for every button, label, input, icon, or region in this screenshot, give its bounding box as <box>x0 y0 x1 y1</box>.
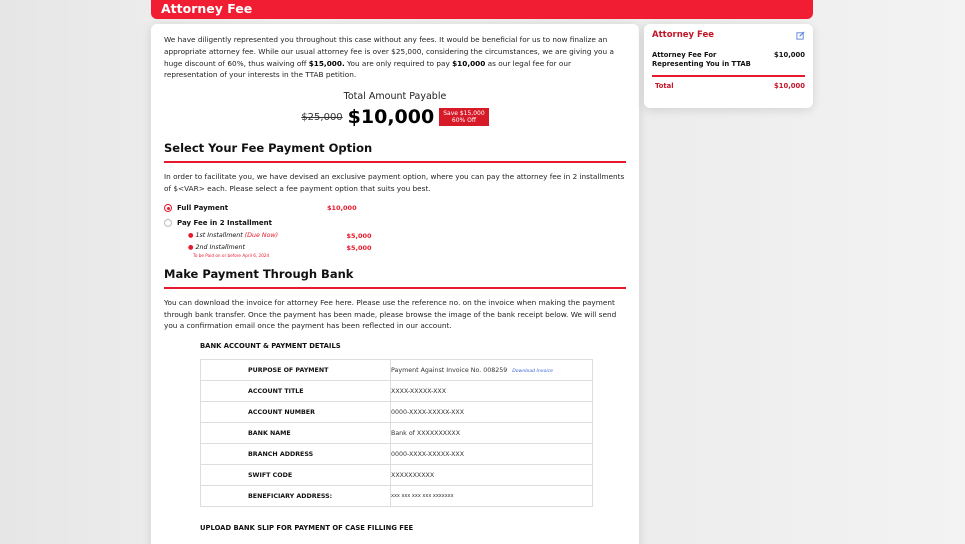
table-row <box>201 402 593 423</box>
section-divider <box>164 161 626 163</box>
total-payable-label: Total Amount Payable <box>343 91 447 103</box>
row-value: XXXXXXXXXX <box>391 465 593 486</box>
row-key: ACCOUNT TITLE <box>201 381 391 402</box>
table-row <box>201 360 593 381</box>
summary-total <box>652 82 805 90</box>
full-payment-radio[interactable] <box>164 204 172 212</box>
table-row <box>201 423 593 444</box>
summary-divider <box>652 75 805 77</box>
fee-option-description: In order to facilitate you, we have devised an exclusive payment option, where you can pay the attorney fee in 2 installments of $<VAR> each. Please select a fee payment option that suits you best. <box>164 172 625 193</box>
row-value: 0000-XXXX-XXXXX-XXX <box>391 402 593 423</box>
section-divider <box>164 287 626 289</box>
save-badge <box>439 108 488 126</box>
save-badge-amount: Save $15,000 <box>443 110 485 118</box>
first-installment <box>188 232 626 240</box>
table-row <box>201 465 593 486</box>
summary-title: Attorney Fee <box>652 30 715 40</box>
new-price: $10,000 <box>347 106 435 129</box>
row-key: BENEFICIARY ADDRESS: <box>201 486 391 507</box>
installment-radio[interactable] <box>164 219 172 227</box>
first-installment-label <box>196 232 347 239</box>
purpose-value: Payment Against Invoice No. 008259 <box>391 366 508 374</box>
row-value <box>391 360 593 381</box>
price-row <box>164 106 626 128</box>
installment-label: Pay Fee in 2 Installment <box>177 218 273 227</box>
page-title: Attorney Fee <box>161 1 253 16</box>
row-key: ACCOUNT NUMBER <box>201 402 391 423</box>
row-value: 0000-XXXX-XXXXX-XXX <box>391 444 593 465</box>
due-now-tag: (Due Now) <box>244 232 279 240</box>
row-key: BRANCH ADDRESS <box>201 444 391 465</box>
intro-part2: You are only required to pay <box>344 58 453 68</box>
summary-item-amount: $10,000 <box>774 51 805 59</box>
full-payment-option[interactable] <box>164 204 626 212</box>
summary-header <box>652 30 805 40</box>
old-price: $25,000 <box>301 111 343 123</box>
bank-description: You can download the invoice for attorney Fee here. Please use the reference no. on the invoice when making the payment through bank transfer. Once the payment has been made, please browse the image of the bank receipt below. We will send you a confirmation email once the payment has been reflected in our account. <box>164 297 617 331</box>
first-installment-amount: $5,000 <box>346 231 372 240</box>
intro-fee-amount: $10,000 <box>452 58 486 68</box>
bank-details-table <box>200 359 593 507</box>
row-key: SWIFT CODE <box>201 465 391 486</box>
installment-option[interactable] <box>164 219 626 227</box>
intro-part1: We have diligently represented you throughout this case without any fees. It would be beneficial for us to now finalize an appropriate attorney fee. While our usual attorney fee is over $25,000, considering the circumstances, we are giving you a huge discount of 60%, thus waiving off <box>164 35 614 68</box>
edit-icon[interactable] <box>796 31 805 40</box>
fee-summary-card <box>644 24 813 108</box>
upload-slip-heading: UPLOAD BANK SLIP FOR PAYMENT OF CASE FILLING FEE <box>200 524 414 533</box>
intro-part3: as our legal fee for our representation of your interests in the TTAB petition. <box>164 58 571 80</box>
row-key: BANK NAME <box>201 423 391 444</box>
second-installment <box>188 244 626 252</box>
bank-section-title: Make Payment Through Bank <box>164 266 354 281</box>
table-row <box>201 381 593 402</box>
full-payment-amount: $10,000 <box>327 203 357 212</box>
main-panel <box>151 24 639 544</box>
second-installment-note: To be Paid on or before April 6, 2024 <box>193 252 270 258</box>
row-key: PURPOSE OF PAYMENT <box>201 360 391 381</box>
summary-total-amount: $10,000 <box>774 82 805 90</box>
bullet-icon: ● <box>188 244 194 252</box>
intro-waived-amount: $15,000. <box>308 58 345 68</box>
row-value: xxx xxx xxx xxx xxxxxxx <box>391 486 593 507</box>
table-row <box>201 444 593 465</box>
intro-text <box>164 34 626 81</box>
download-invoice-link[interactable]: Download Invoice <box>512 368 553 374</box>
summary-item <box>652 51 805 69</box>
fee-option-title: Select Your Fee Payment Option <box>164 141 373 156</box>
row-value: XXXX-XXXXX-XXX <box>391 381 593 402</box>
table-row <box>201 486 593 507</box>
bank-details-heading: BANK ACCOUNT & PAYMENT DETAILS <box>200 342 341 351</box>
second-installment-amount: $5,000 <box>346 243 372 252</box>
save-badge-percent: 60% Off <box>451 117 476 125</box>
page-header-bar <box>151 0 813 19</box>
summary-total-label: Total <box>655 82 674 90</box>
full-payment-label: Full Payment <box>177 203 229 212</box>
row-value: Bank of XXXXXXXXXX <box>391 423 593 444</box>
bullet-icon: ● <box>188 232 194 240</box>
first-installment-text: 1st Installment <box>195 232 243 240</box>
second-installment-label: 2nd Installment <box>195 244 245 252</box>
summary-item-label: Attorney Fee For Representing You in TTAB <box>652 51 751 68</box>
